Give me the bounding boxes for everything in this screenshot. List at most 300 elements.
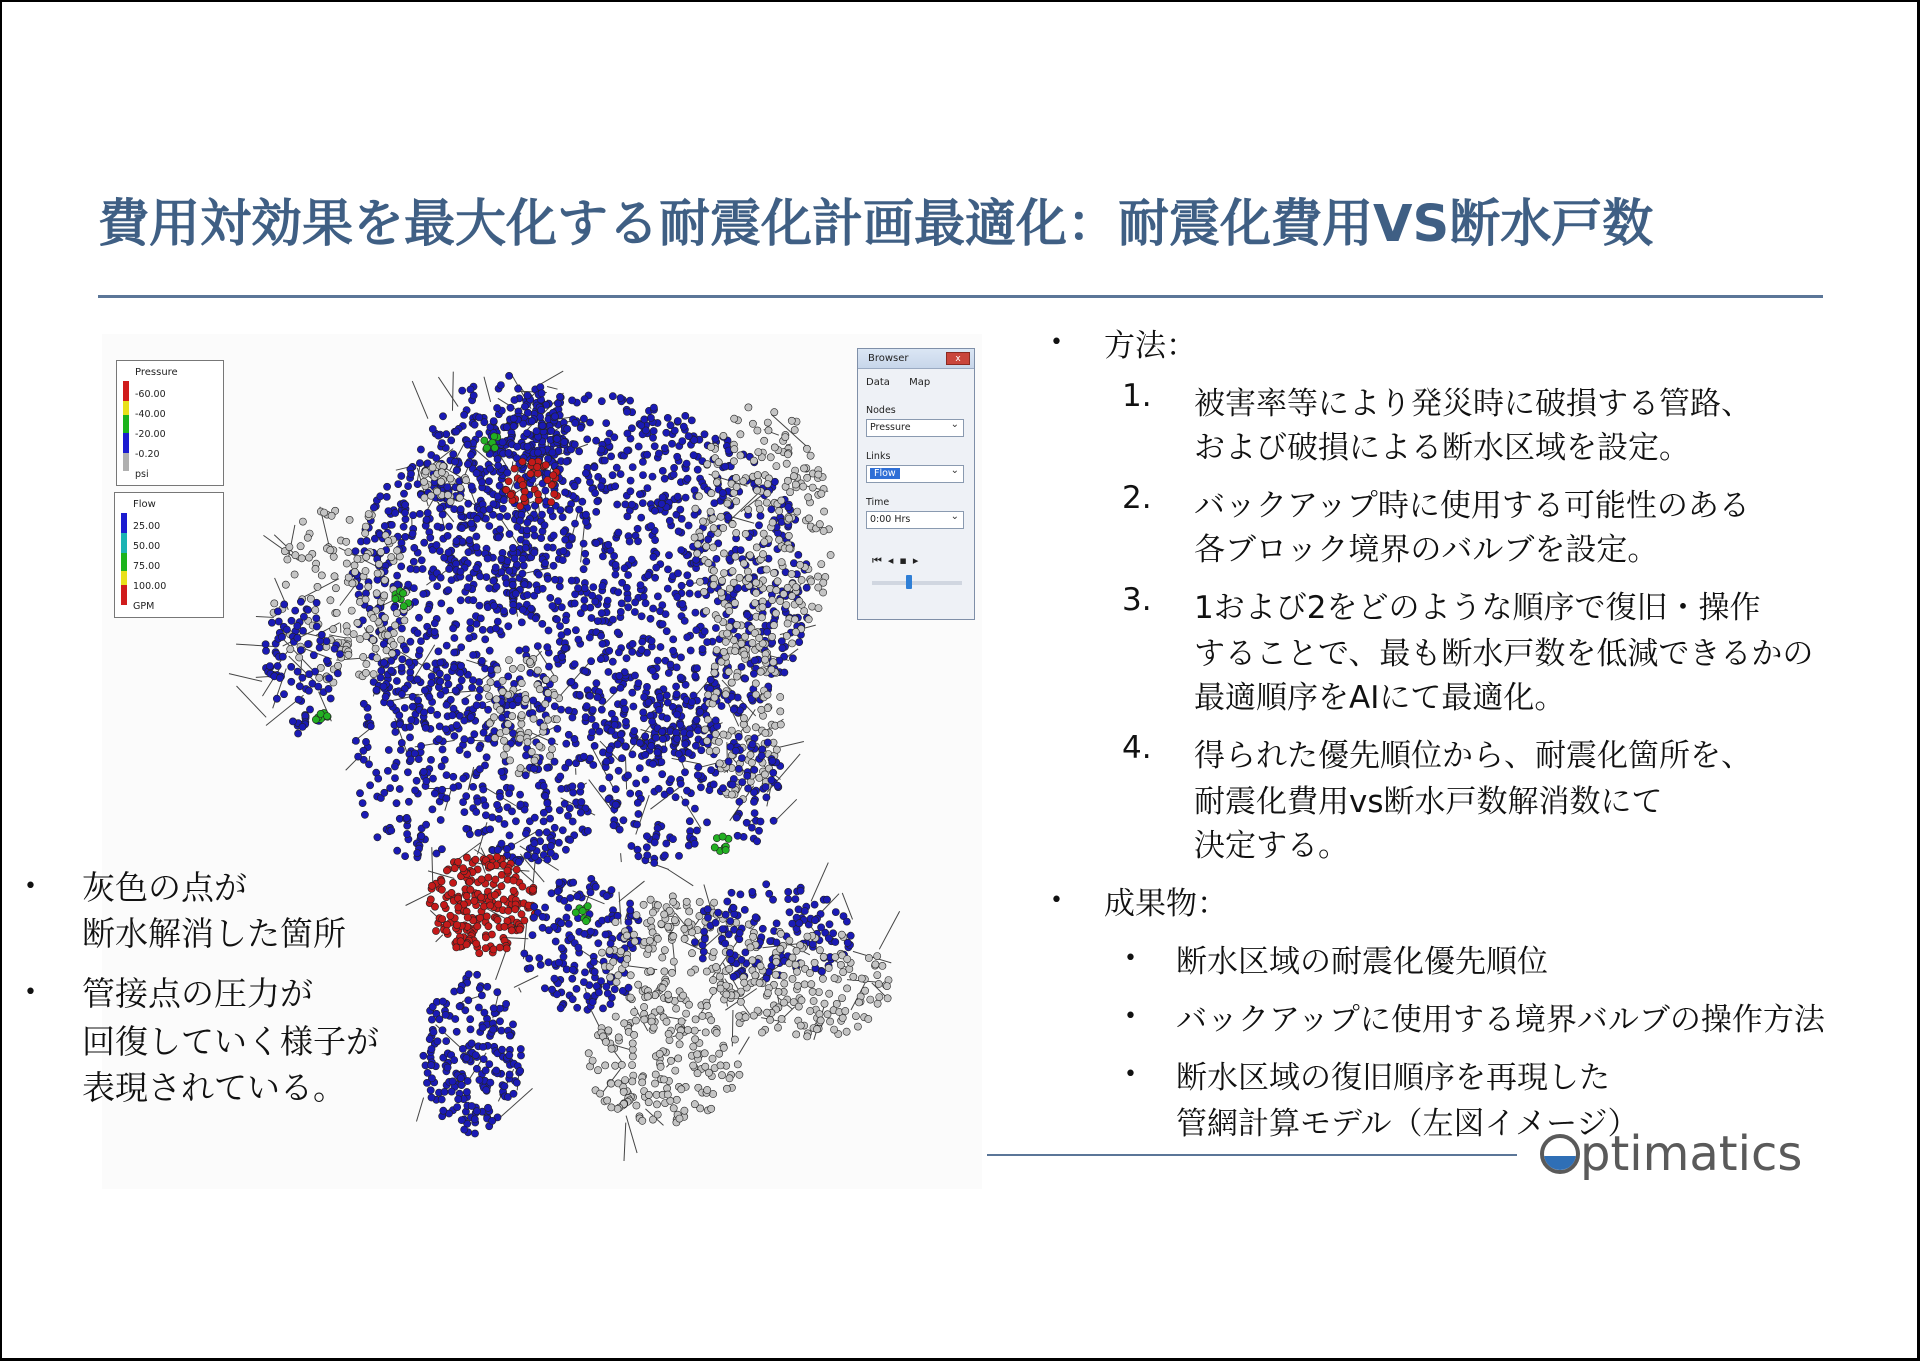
network-node [424, 606, 431, 613]
network-node [548, 499, 555, 506]
network-node [737, 431, 744, 438]
time-slider-knob[interactable] [906, 575, 912, 589]
network-node [809, 988, 816, 995]
network-node [633, 821, 640, 828]
network-node [673, 1096, 680, 1103]
network-node [473, 940, 480, 947]
network-node [414, 630, 421, 637]
pipe-segment [547, 387, 557, 390]
network-node [771, 444, 778, 451]
network-node [432, 927, 439, 934]
network-node [581, 585, 588, 592]
network-node [524, 443, 531, 450]
network-node [676, 1041, 683, 1048]
network-node [461, 717, 468, 724]
network-node [689, 929, 696, 936]
network-node [406, 734, 413, 741]
network-node [493, 1067, 500, 1074]
network-node [410, 512, 417, 519]
network-node [511, 396, 518, 403]
network-node [713, 555, 720, 562]
network-node [710, 581, 717, 588]
network-node [435, 648, 442, 655]
network-node [547, 752, 554, 759]
network-node [641, 1003, 648, 1010]
network-node [872, 961, 879, 968]
left-bullet-line: 灰色の点が [82, 868, 247, 907]
network-node [625, 984, 632, 991]
network-node [520, 562, 527, 569]
network-node [726, 1075, 733, 1082]
network-node [531, 757, 538, 764]
network-node [768, 776, 775, 783]
network-node [556, 807, 563, 814]
network-node [712, 624, 719, 631]
method-item-line: 1および2をどのような順序で復旧・操作 [1194, 590, 1761, 626]
network-node [711, 500, 718, 507]
network-node [678, 582, 685, 589]
network-node [614, 1105, 621, 1112]
network-node [710, 781, 717, 788]
network-node [705, 559, 712, 566]
network-node [553, 716, 560, 723]
network-node [831, 1026, 838, 1033]
network-node [503, 845, 510, 852]
network-node [466, 635, 473, 642]
network-node [393, 610, 400, 617]
network-node [462, 477, 469, 484]
network-node [416, 510, 423, 517]
network-node [752, 691, 759, 698]
legend-swatch-yellow [121, 571, 127, 585]
network-node [633, 912, 640, 919]
network-node [582, 668, 589, 675]
network-node [476, 950, 483, 957]
network-node [691, 939, 698, 946]
network-node [542, 560, 549, 567]
close-button[interactable]: x [946, 352, 970, 365]
network-node [506, 372, 513, 379]
network-node [476, 414, 483, 421]
network-node [442, 1011, 449, 1018]
network-node [607, 940, 614, 947]
network-node [473, 1108, 480, 1115]
network-node [559, 653, 566, 660]
network-node [447, 607, 454, 614]
network-node [299, 518, 306, 525]
network-node [355, 753, 362, 760]
network-node [749, 639, 756, 646]
network-node [553, 616, 560, 623]
network-node [388, 667, 395, 674]
network-node [470, 783, 477, 790]
network-node [624, 447, 631, 454]
network-node [737, 547, 744, 554]
network-node [374, 834, 381, 841]
network-node [554, 400, 561, 407]
network-node [758, 706, 765, 713]
network-node [466, 831, 473, 838]
network-node [385, 538, 392, 545]
network-node [509, 581, 516, 588]
network-node [476, 914, 483, 921]
network-node [749, 420, 756, 427]
network-node [768, 666, 775, 673]
nodes-select[interactable] [866, 419, 964, 437]
network-node [506, 530, 513, 537]
network-node [508, 927, 515, 934]
network-node [495, 815, 502, 822]
network-node [674, 417, 681, 424]
network-node [536, 954, 543, 961]
network-node [535, 571, 542, 578]
network-node [295, 730, 302, 737]
network-node [681, 617, 688, 624]
network-node [768, 506, 775, 513]
network-node [649, 667, 656, 674]
bullet-marker: • [24, 980, 37, 1005]
tab-data[interactable]: Data [866, 377, 890, 388]
network-node [449, 712, 456, 719]
network-node [643, 683, 650, 690]
network-node [678, 1086, 685, 1093]
network-node [716, 973, 723, 980]
time-slider[interactable] [872, 581, 962, 585]
network-node [402, 646, 409, 653]
network-node [360, 700, 367, 707]
network-node [566, 542, 573, 549]
network-node [452, 687, 459, 694]
network-node [583, 558, 590, 565]
network-node [438, 878, 445, 885]
network-node [764, 691, 771, 698]
network-node [505, 907, 512, 914]
network-node [550, 562, 557, 569]
network-node [769, 597, 776, 604]
network-node [284, 556, 291, 563]
network-node [725, 513, 732, 520]
network-node [755, 827, 762, 834]
network-node [396, 712, 403, 719]
network-node [312, 565, 319, 572]
network-node [668, 969, 675, 976]
network-node [650, 427, 657, 434]
network-node [673, 729, 680, 736]
network-node [620, 817, 627, 824]
network-node [538, 511, 545, 518]
network-node [624, 430, 631, 437]
network-node [647, 968, 654, 975]
network-node [461, 1126, 468, 1133]
network-node [505, 623, 512, 630]
network-node [686, 818, 693, 825]
network-node [690, 1062, 697, 1069]
network-node [794, 982, 801, 989]
network-node [382, 693, 389, 700]
network-node [733, 673, 740, 680]
network-node [635, 981, 642, 988]
network-node [518, 911, 525, 918]
network-node [523, 527, 530, 534]
network-node [758, 752, 765, 759]
time-select[interactable] [866, 511, 964, 529]
network-node [694, 1051, 701, 1058]
network-node [659, 494, 666, 501]
network-node [527, 470, 534, 477]
network-node [832, 954, 839, 961]
network-node [679, 600, 686, 607]
network-node [330, 626, 337, 633]
network-node [482, 1067, 489, 1074]
network-node [288, 663, 295, 670]
network-node [710, 987, 717, 994]
network-node [704, 1086, 711, 1093]
pipe-segment [811, 863, 828, 902]
network-node [612, 919, 619, 926]
deliverable-line: 断水区域の耐震化優先順位 [1176, 944, 1548, 980]
network-node [629, 1053, 636, 1060]
network-node [631, 1008, 638, 1015]
network-node [715, 738, 722, 745]
network-node [391, 775, 398, 782]
network-node [826, 990, 833, 997]
network-node [784, 477, 791, 484]
network-node [375, 775, 382, 782]
network-node [659, 728, 666, 735]
network-node [825, 964, 832, 971]
network-node [767, 454, 774, 461]
valve-node [392, 595, 399, 602]
network-node [575, 944, 582, 951]
network-node [623, 584, 630, 591]
network-node [724, 500, 731, 507]
network-node [547, 815, 554, 822]
network-node [414, 676, 421, 683]
network-node [492, 625, 499, 632]
network-node [428, 1045, 435, 1052]
network-node [544, 764, 551, 771]
network-node [624, 595, 631, 602]
network-node [485, 478, 492, 485]
network-node [635, 680, 642, 687]
network-node [599, 553, 606, 560]
network-node [752, 579, 759, 586]
network-node [473, 1065, 480, 1072]
network-node [638, 514, 645, 521]
network-node [457, 1075, 464, 1082]
network-node [789, 655, 796, 662]
network-node [770, 817, 777, 824]
title-divider [98, 295, 1823, 298]
network-node [427, 707, 434, 714]
network-node [708, 767, 715, 774]
network-node [416, 460, 423, 467]
network-node [467, 1026, 474, 1033]
network-node [750, 789, 757, 796]
network-node [789, 640, 796, 647]
network-node [509, 607, 516, 614]
network-node [423, 516, 430, 523]
network-node [449, 1078, 456, 1085]
network-node [820, 579, 827, 586]
valve-node [491, 444, 498, 451]
network-node [661, 911, 668, 918]
network-node [278, 633, 285, 640]
network-node [731, 1036, 738, 1043]
network-node [529, 932, 536, 939]
network-node [717, 513, 724, 520]
network-node [384, 632, 391, 639]
network-node [287, 646, 294, 653]
network-node [774, 578, 781, 585]
network-node [729, 521, 736, 528]
legend-swatch-blue [123, 433, 129, 453]
network-node [498, 1027, 505, 1034]
network-node [833, 1000, 840, 1007]
network-node [530, 914, 537, 921]
network-node [463, 1055, 470, 1062]
network-node [629, 689, 636, 696]
network-node [744, 772, 751, 779]
network-node [314, 583, 321, 590]
network-node [427, 534, 434, 541]
legend-value: -40.00 [135, 409, 166, 420]
slide-title: 費用対効果を最大化する耐震化計画最適化：耐震化費用VS断水戸数 [98, 195, 1654, 254]
network-node [544, 477, 551, 484]
network-node [299, 674, 306, 681]
network-node [765, 427, 772, 434]
network-node [297, 543, 304, 550]
network-node [844, 956, 851, 963]
network-node [544, 544, 551, 551]
playback-controls[interactable]: ⏮◂▪▸ [872, 554, 925, 567]
network-node [544, 800, 551, 807]
network-node [479, 1024, 486, 1031]
network-node [763, 881, 770, 888]
network-node [805, 515, 812, 522]
network-node [745, 506, 752, 513]
network-node [494, 801, 501, 808]
network-node [283, 626, 290, 633]
network-node [675, 528, 682, 535]
network-node [581, 969, 588, 976]
network-node [779, 645, 786, 652]
network-node [661, 475, 668, 482]
network-node [804, 1033, 811, 1040]
network-node [764, 990, 771, 997]
network-node [622, 743, 629, 750]
network-node [465, 549, 472, 556]
network-node [785, 515, 792, 522]
network-node [438, 886, 445, 893]
network-node [688, 417, 695, 424]
pipe-segment [416, 1098, 423, 1122]
network-node [464, 914, 471, 921]
network-node [334, 670, 341, 677]
network-node [662, 611, 669, 618]
network-node [310, 652, 317, 659]
tab-map[interactable]: Map [909, 377, 931, 388]
network-node [336, 651, 343, 658]
network-node [487, 826, 494, 833]
network-node [346, 516, 353, 523]
network-node [498, 768, 505, 775]
network-node [606, 947, 613, 954]
network-node [551, 675, 558, 682]
network-node [736, 929, 743, 936]
network-node [492, 564, 499, 571]
network-node [656, 1050, 663, 1057]
network-node [651, 507, 658, 514]
nodes-select-value: Pressure [870, 422, 911, 433]
network-node [569, 714, 576, 721]
network-node [675, 1055, 682, 1062]
network-node [603, 420, 610, 427]
network-node [645, 945, 652, 952]
network-node [611, 552, 618, 559]
legend-swatch-green [123, 415, 129, 433]
network-node [699, 645, 706, 652]
pipe-segment [256, 617, 274, 618]
network-node [673, 711, 680, 718]
network-node [780, 972, 787, 979]
network-node [754, 838, 761, 845]
network-node [459, 387, 466, 394]
network-node [741, 651, 748, 658]
network-node [754, 427, 761, 434]
network-node [540, 783, 547, 790]
network-node [697, 784, 704, 791]
network-node [760, 530, 767, 537]
network-node [482, 945, 489, 952]
network-node [483, 1086, 490, 1093]
network-node [807, 452, 814, 459]
network-node [738, 956, 745, 963]
network-node [764, 481, 771, 488]
network-node [326, 675, 333, 682]
network-node [778, 497, 785, 504]
legend-swatch-blue [121, 513, 127, 533]
network-node [759, 551, 766, 558]
network-node [381, 592, 388, 599]
network-node [544, 644, 551, 651]
network-node [634, 799, 641, 806]
network-node [644, 852, 651, 859]
network-node [434, 711, 441, 718]
network-node [710, 525, 717, 532]
network-node [590, 958, 597, 965]
network-node [484, 983, 491, 990]
network-node [506, 832, 513, 839]
network-node [438, 440, 445, 447]
network-node [401, 704, 408, 711]
network-node [377, 548, 384, 555]
network-node [496, 1018, 503, 1025]
network-node [658, 759, 665, 766]
network-node [699, 955, 706, 962]
pipe-segment [484, 377, 491, 402]
network-node [757, 668, 764, 675]
network-node [472, 1052, 479, 1059]
network-node [467, 619, 474, 626]
pipe-segment [438, 377, 458, 407]
network-node [405, 798, 412, 805]
network-node [323, 657, 330, 664]
network-node [751, 810, 758, 817]
network-node [361, 811, 368, 818]
network-node [447, 912, 454, 919]
links-select[interactable] [866, 465, 964, 483]
